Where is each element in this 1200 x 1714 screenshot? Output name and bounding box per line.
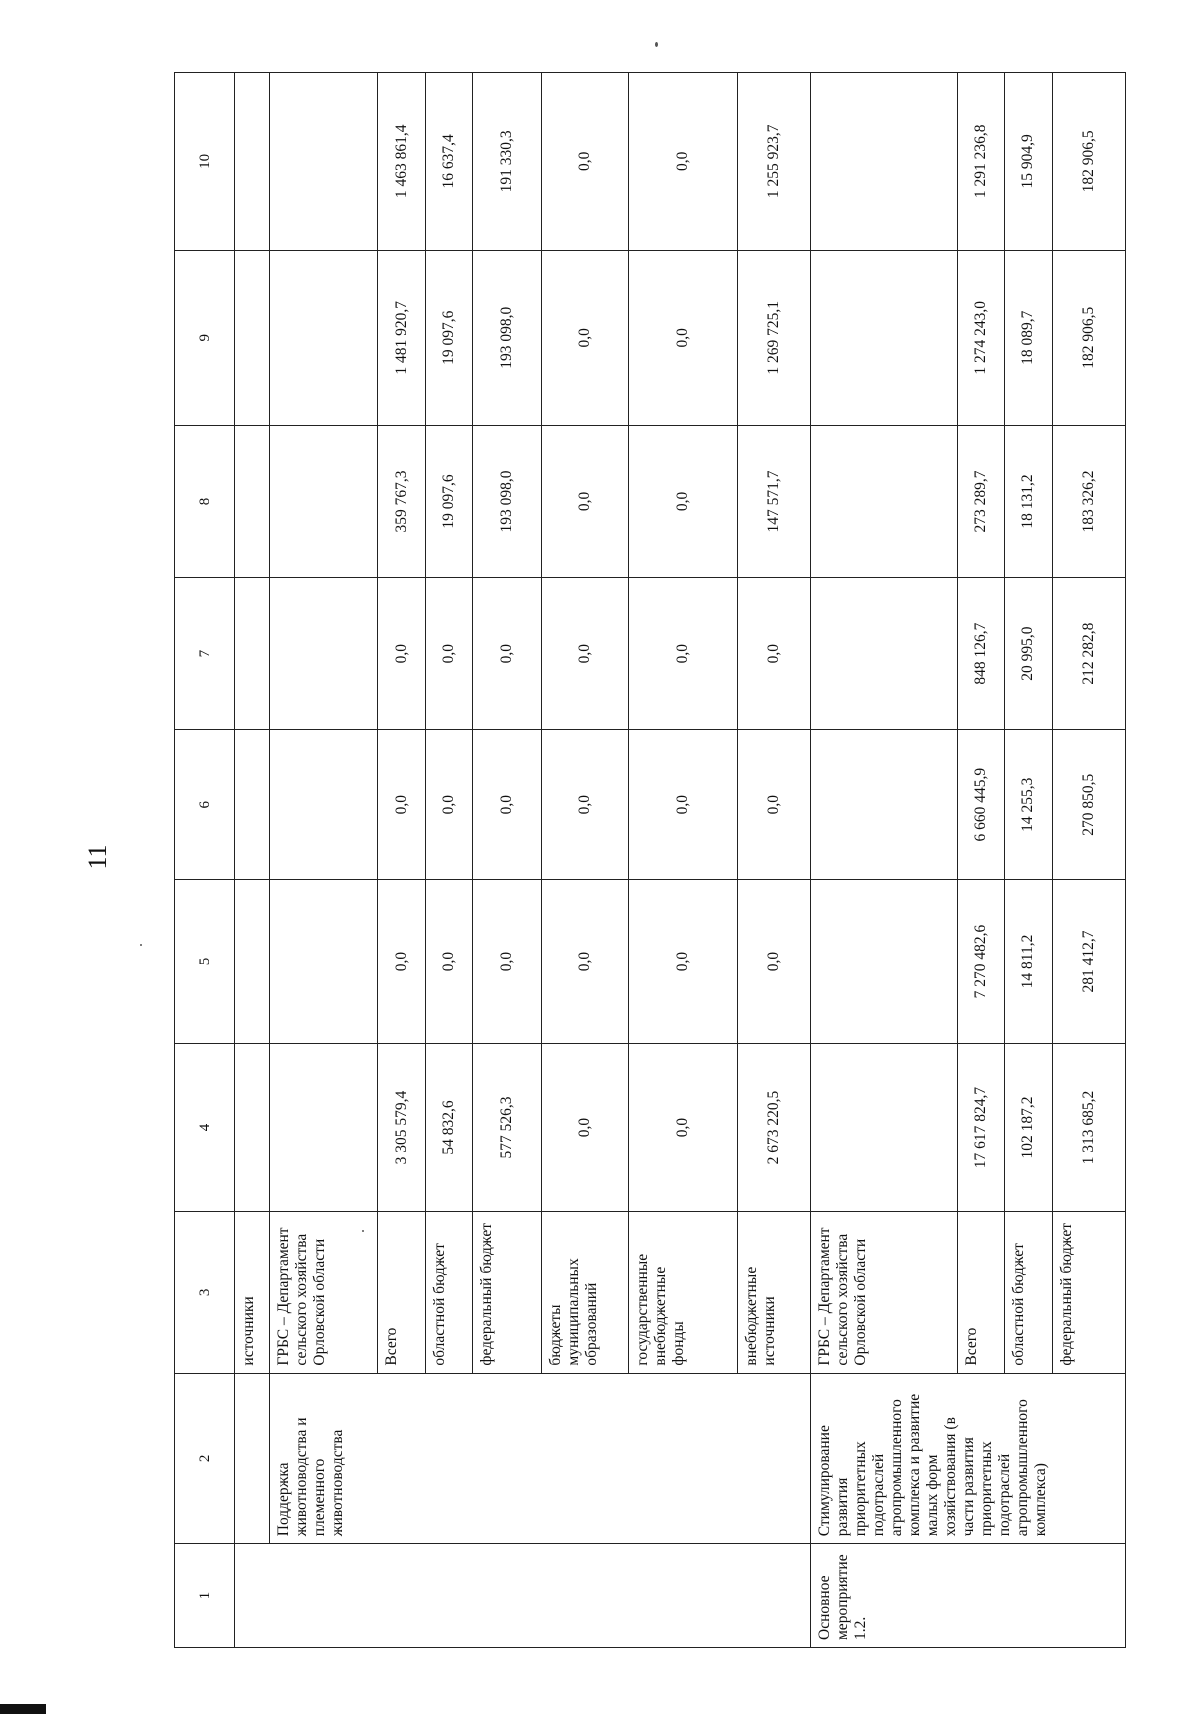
value-cell: 18 089,7 bbox=[1005, 250, 1052, 425]
value-cell: 3 305 579,4 bbox=[378, 1043, 425, 1211]
value-cell: 17 617 824,7 bbox=[957, 1043, 1004, 1211]
value-cell: 0,0 bbox=[629, 578, 738, 730]
table-row bbox=[811, 73, 958, 1648]
col-num-4: 4 bbox=[175, 1043, 235, 1211]
table-row bbox=[235, 73, 269, 1648]
source-label: Всего bbox=[957, 1212, 1004, 1373]
value-cell: 1 291 236,8 bbox=[957, 73, 1004, 251]
table-row bbox=[269, 73, 378, 1648]
value-cell: 0,0 bbox=[541, 1043, 629, 1211]
value-cell: 1 481 920,7 bbox=[378, 250, 425, 425]
value-cell: 0,0 bbox=[473, 880, 542, 1044]
scan-corner-mark bbox=[0, 1704, 46, 1714]
value-cell: 0,0 bbox=[629, 880, 738, 1044]
value-cell: 7 270 482,6 bbox=[957, 880, 1004, 1044]
value-cell: 0,0 bbox=[378, 880, 425, 1044]
value-cell: 54 832,6 bbox=[425, 1043, 472, 1211]
value-cell: 14 255,3 bbox=[1005, 730, 1052, 880]
budget-table-rotated bbox=[174, 72, 1126, 1648]
value-cell: 0,0 bbox=[473, 730, 542, 880]
value-cell: 270 850,5 bbox=[1052, 730, 1125, 880]
value-cell: 15 904,9 bbox=[1005, 73, 1052, 251]
col-num-1: 1 bbox=[175, 1544, 235, 1648]
value-cell: 6 660 445,9 bbox=[957, 730, 1004, 880]
value-cell: 281 412,7 bbox=[1052, 880, 1125, 1044]
value-cell: 20 995,0 bbox=[1005, 578, 1052, 730]
value-cell: 2 673 220,5 bbox=[737, 1043, 810, 1211]
value-cell: 19 097,6 bbox=[425, 425, 472, 577]
col-num-6: 6 bbox=[175, 730, 235, 880]
grbs-label: ГРБС – Департамент сельского хозяйства Орловской области bbox=[811, 1212, 958, 1373]
value-cell: 0,0 bbox=[629, 250, 738, 425]
value-cell: 182 906,5 bbox=[1052, 73, 1125, 251]
value-cell: 0,0 bbox=[425, 880, 472, 1044]
col-num-5: 5 bbox=[175, 880, 235, 1044]
value-cell: 0,0 bbox=[378, 578, 425, 730]
value-cell: 1 313 685,2 bbox=[1052, 1043, 1125, 1211]
value-cell: 102 187,2 bbox=[1005, 1043, 1052, 1211]
value-cell: 0,0 bbox=[737, 730, 810, 880]
value-cell: 0,0 bbox=[629, 73, 738, 251]
value-cell: 0,0 bbox=[541, 425, 629, 577]
source-label: областной бюджет bbox=[1005, 1212, 1052, 1373]
value-cell: 0,0 bbox=[541, 578, 629, 730]
source-label: федеральный бюджет bbox=[473, 1212, 542, 1373]
value-cell: 0,0 bbox=[541, 730, 629, 880]
value-cell: 0,0 bbox=[541, 880, 629, 1044]
value-cell: 0,0 bbox=[737, 880, 810, 1044]
col-num-8: 8 bbox=[175, 425, 235, 577]
value-cell: 19 097,6 bbox=[425, 250, 472, 425]
scan-speck bbox=[362, 1230, 364, 1232]
value-cell: 18 131,2 bbox=[1005, 425, 1052, 577]
value-cell: 1 463 861,4 bbox=[378, 73, 425, 251]
value-cell: 0,0 bbox=[541, 73, 629, 251]
value-cell: 0,0 bbox=[425, 730, 472, 880]
source-label: федеральный бюджет bbox=[1052, 1212, 1125, 1373]
col-num-3: 3 bbox=[175, 1212, 235, 1373]
source-label: внебюджетные источники bbox=[737, 1212, 810, 1373]
value-cell: 0,0 bbox=[541, 250, 629, 425]
value-cell: 273 289,7 bbox=[957, 425, 1004, 577]
value-cell: 0,0 bbox=[629, 1043, 738, 1211]
col-num-7: 7 bbox=[175, 578, 235, 730]
value-cell: 16 637,4 bbox=[425, 73, 472, 251]
value-cell: 212 282,8 bbox=[1052, 578, 1125, 730]
value-cell: 359 767,3 bbox=[378, 425, 425, 577]
value-cell: 182 906,5 bbox=[1052, 250, 1125, 425]
value-cell: 577 526,3 bbox=[473, 1043, 542, 1211]
measure-title: Стимулирование развития приоритетных подотраслей агропромышленного комплекса и развитие малых форм хозяйствования (в части развития приоритетных подотраслей агропромышленного комплекса) bbox=[811, 1373, 1126, 1544]
source-label: областной бюджет bbox=[425, 1212, 472, 1373]
grbs-label: ГРБС – Департамент сельского хозяйства Орловской области bbox=[269, 1212, 378, 1373]
scan-speck bbox=[655, 42, 658, 47]
budget-table bbox=[174, 72, 1126, 1648]
value-cell: 0,0 bbox=[473, 578, 542, 730]
col-num-10: 10 bbox=[175, 73, 235, 251]
subprogram-title: Поддержка животноводства и племенного животноводства bbox=[269, 1373, 811, 1544]
col-num-9: 9 bbox=[175, 250, 235, 425]
measure-cell-empty bbox=[235, 1544, 811, 1648]
header-row bbox=[175, 73, 235, 1648]
source-label: Всего bbox=[378, 1212, 425, 1373]
col-num-2: 2 bbox=[175, 1373, 235, 1544]
value-cell: 848 126,7 bbox=[957, 578, 1004, 730]
value-cell: 0,0 bbox=[737, 578, 810, 730]
value-cell: 14 811,2 bbox=[1005, 880, 1052, 1044]
scan-speck bbox=[140, 944, 142, 946]
value-cell: 0,0 bbox=[629, 425, 738, 577]
value-cell: 147 571,7 bbox=[737, 425, 810, 577]
cell-empty bbox=[235, 1373, 269, 1544]
value-cell: 1 255 923,7 bbox=[737, 73, 810, 251]
measure-number: Основное мероприятие 1.2. bbox=[811, 1544, 1126, 1648]
value-cell: 183 326,2 bbox=[1052, 425, 1125, 577]
value-cell: 0,0 bbox=[378, 730, 425, 880]
value-cell: 0,0 bbox=[425, 578, 472, 730]
source-label: государственные внебюджетные фонды bbox=[629, 1212, 738, 1373]
page-number: 11 bbox=[83, 844, 112, 870]
value-cell: 0,0 bbox=[629, 730, 738, 880]
value-cell: 193 098,0 bbox=[473, 250, 542, 425]
value-cell: 191 330,3 bbox=[473, 73, 542, 251]
continuation-label: источники bbox=[235, 1212, 269, 1373]
source-label: бюджеты муниципальных образований bbox=[541, 1212, 629, 1373]
value-cell: 1 269 725,1 bbox=[737, 250, 810, 425]
value-cell: 193 098,0 bbox=[473, 425, 542, 577]
value-cell: 1 274 243,0 bbox=[957, 250, 1004, 425]
